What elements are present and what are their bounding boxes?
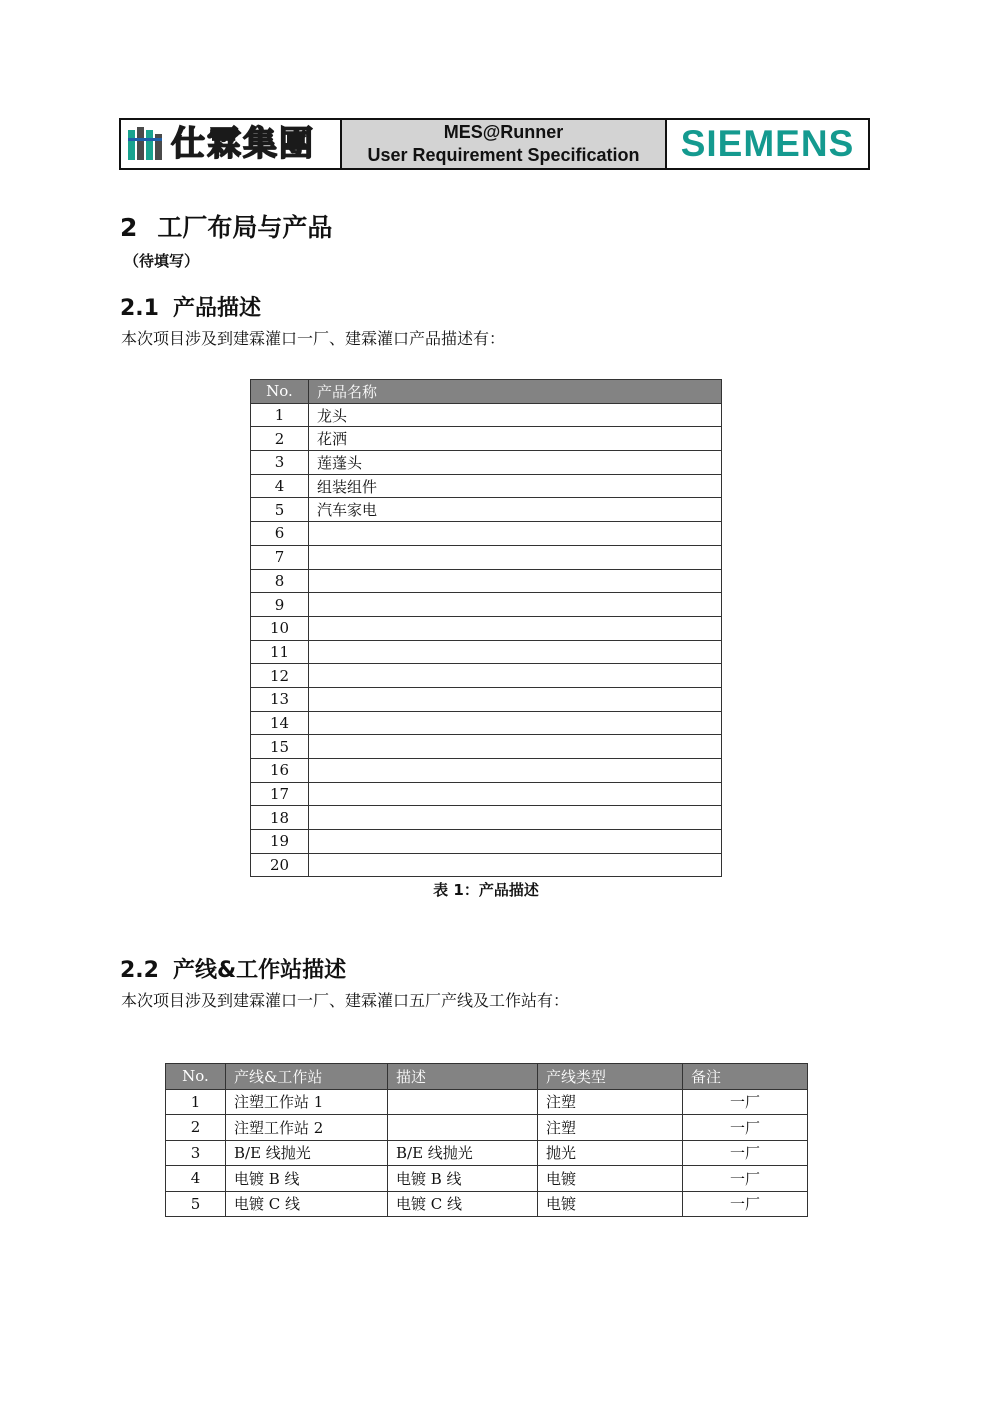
product-name <box>309 545 722 569</box>
station-description: 电镀 B 线 <box>388 1166 538 1192</box>
column-header-line-type: 产线类型 <box>538 1064 683 1090</box>
table-row <box>251 664 722 688</box>
table-row <box>251 616 722 640</box>
table-row <box>251 687 722 711</box>
row-number: 20 <box>251 853 309 877</box>
column-header-no: No. <box>166 1064 226 1090</box>
section-2-heading <box>120 208 332 244</box>
remark: 一厂 <box>683 1140 808 1166</box>
station-description: 电镀 C 线 <box>388 1191 538 1217</box>
table-row <box>251 451 722 475</box>
row-number: 7 <box>251 545 309 569</box>
product-name <box>309 830 722 854</box>
section-2-2-heading <box>120 953 346 984</box>
line-type: 抛光 <box>538 1140 683 1166</box>
row-number: 3 <box>166 1140 226 1166</box>
table-row <box>251 545 722 569</box>
table-row <box>251 593 722 617</box>
line-station-table-body <box>166 1089 808 1217</box>
row-number: 1 <box>251 403 309 427</box>
line-type: 注塑 <box>538 1115 683 1141</box>
station-description <box>388 1115 538 1141</box>
section-2-note: （待填写） <box>124 252 200 270</box>
table-row <box>251 782 722 806</box>
table-row <box>251 569 722 593</box>
line-type: 注塑 <box>538 1089 683 1115</box>
remark: 一厂 <box>683 1166 808 1192</box>
station-name: 电镀 B 线 <box>226 1166 388 1192</box>
row-number: 6 <box>251 522 309 546</box>
table-row <box>251 640 722 664</box>
brand-name: SIEMENS <box>680 123 855 164</box>
column-header-no: No. <box>251 380 309 404</box>
product-name <box>309 569 722 593</box>
table-row <box>251 806 722 830</box>
table-row <box>251 759 722 783</box>
header-title-block <box>342 120 667 168</box>
section-number: 2 <box>120 213 138 242</box>
product-name <box>309 853 722 877</box>
table-1-caption: 表 1：产品描述 <box>433 881 539 899</box>
table-row <box>251 853 722 877</box>
row-number: 16 <box>251 759 309 783</box>
row-number: 1 <box>166 1089 226 1115</box>
document-header <box>119 118 870 170</box>
line-type: 电镀 <box>538 1166 683 1192</box>
product-name <box>309 522 722 546</box>
column-header-description: 描述 <box>388 1064 538 1090</box>
company-logo-icon <box>125 124 165 164</box>
station-name: 电镀 C 线 <box>226 1191 388 1217</box>
remark: 一厂 <box>683 1191 808 1217</box>
section-title: 产线&工作站描述 <box>172 958 347 983</box>
station-description <box>388 1089 538 1115</box>
section-2-2-intro: 本次项目涉及到建霖灌口一厂、建霖灌口五厂产线及工作站有： <box>121 991 570 1010</box>
table-row <box>251 711 722 735</box>
section-number: 2.1 <box>120 296 159 321</box>
product-name <box>309 687 722 711</box>
siemens-logo <box>667 120 868 168</box>
line-station-table <box>165 1063 808 1217</box>
row-number: 19 <box>251 830 309 854</box>
row-number: 10 <box>251 616 309 640</box>
section-2-1-heading <box>120 291 261 322</box>
row-number: 3 <box>251 451 309 475</box>
station-description: B/E 线抛光 <box>388 1140 538 1166</box>
table-row <box>251 427 722 451</box>
table-row <box>251 498 722 522</box>
table-row <box>166 1140 808 1166</box>
product-name: 龙头 <box>309 403 722 427</box>
product-name: 组装组件 <box>309 474 722 498</box>
column-header-station: 产线&工作站 <box>226 1064 388 1090</box>
section-title: 工厂布局与产品 <box>157 213 333 242</box>
table-row <box>251 403 722 427</box>
product-name <box>309 664 722 688</box>
section-number: 2.2 <box>120 958 159 983</box>
product-name <box>309 711 722 735</box>
product-name: 汽车家电 <box>309 498 722 522</box>
row-number: 9 <box>251 593 309 617</box>
table-header-row <box>251 380 722 404</box>
row-number: 2 <box>166 1115 226 1141</box>
row-number: 14 <box>251 711 309 735</box>
column-header-product-name: 产品名称 <box>309 380 722 404</box>
row-number: 12 <box>251 664 309 688</box>
station-name: 注塑工作站 2 <box>226 1115 388 1141</box>
document-title: User Requirement Specification <box>367 145 640 165</box>
table-row <box>166 1191 808 1217</box>
product-name <box>309 640 722 664</box>
line-type: 电镀 <box>538 1191 683 1217</box>
table-row <box>251 474 722 498</box>
product-name <box>309 735 722 759</box>
table-row <box>166 1089 808 1115</box>
row-number: 5 <box>166 1191 226 1217</box>
table-row <box>251 522 722 546</box>
product-name <box>309 616 722 640</box>
table-row <box>166 1115 808 1141</box>
table-header-row <box>166 1064 808 1090</box>
row-number: 11 <box>251 640 309 664</box>
row-number: 4 <box>166 1166 226 1192</box>
station-name: B/E 线抛光 <box>226 1140 388 1166</box>
product-name <box>309 806 722 830</box>
row-number: 5 <box>251 498 309 522</box>
company-name: 仕霖集團 <box>171 124 315 164</box>
row-number: 18 <box>251 806 309 830</box>
section-title: 产品描述 <box>172 296 261 321</box>
station-name: 注塑工作站 1 <box>226 1089 388 1115</box>
remark: 一厂 <box>683 1089 808 1115</box>
column-header-remark: 备注 <box>683 1064 808 1090</box>
row-number: 15 <box>251 735 309 759</box>
table-row <box>251 830 722 854</box>
table-row <box>251 735 722 759</box>
row-number: 8 <box>251 569 309 593</box>
product-name <box>309 593 722 617</box>
row-number: 2 <box>251 427 309 451</box>
company-logo <box>121 120 342 168</box>
row-number: 4 <box>251 474 309 498</box>
product-name: MES@Runner <box>443 122 564 142</box>
remark: 一厂 <box>683 1115 808 1141</box>
row-number: 13 <box>251 687 309 711</box>
product-name <box>309 782 722 806</box>
product-name: 花洒 <box>309 427 722 451</box>
product-name <box>309 759 722 783</box>
product-name: 莲蓬头 <box>309 451 722 475</box>
product-table-body <box>251 403 722 877</box>
product-table <box>250 379 722 877</box>
section-2-1-intro: 本次项目涉及到建霖灌口一厂、建霖灌口产品描述有： <box>121 329 506 348</box>
table-row <box>166 1166 808 1192</box>
row-number: 17 <box>251 782 309 806</box>
